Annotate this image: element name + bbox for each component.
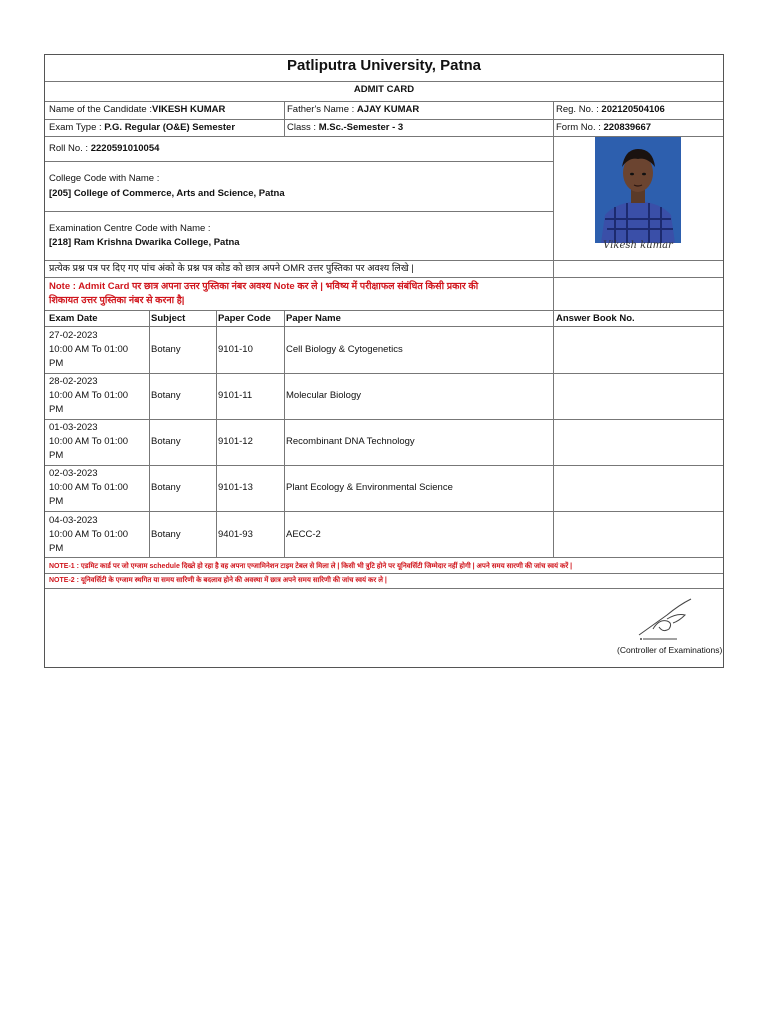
paper-name: Cell Biology & Cytogenetics bbox=[286, 344, 403, 355]
exam-time: 10:00 AM To 01:00 bbox=[49, 482, 129, 493]
class-label: Class : bbox=[287, 122, 317, 133]
divider bbox=[149, 310, 150, 557]
class-field bbox=[287, 122, 403, 134]
divider bbox=[45, 211, 553, 212]
exam-time-suffix: PM bbox=[49, 404, 64, 415]
paper-code: 9101-11 bbox=[218, 390, 253, 401]
col-header-paper: Paper Name bbox=[286, 313, 341, 324]
col-header-code: Paper Code bbox=[218, 313, 271, 324]
form-no-field bbox=[556, 122, 651, 134]
note-answer-book-line2: शिकायत उत्तर पुस्तिका नंबर से करना है| bbox=[49, 295, 185, 306]
divider bbox=[45, 260, 723, 261]
reg-no-label: Reg. No. : bbox=[556, 104, 599, 115]
divider bbox=[45, 573, 723, 574]
divider bbox=[45, 588, 723, 589]
paper-code: 9101-13 bbox=[218, 482, 253, 493]
exam-time-suffix: PM bbox=[49, 450, 64, 461]
divider bbox=[45, 161, 553, 162]
divider bbox=[45, 310, 723, 311]
father-name: AJAY KUMAR bbox=[356, 104, 420, 115]
divider bbox=[553, 310, 554, 557]
divider bbox=[45, 81, 723, 82]
roll-no-field bbox=[49, 143, 159, 155]
father-name-label: Father's Name : bbox=[287, 104, 355, 115]
centre-label: Examination Centre Code with Name : bbox=[49, 223, 211, 234]
centre-name: [218] Ram Krishna Dwarika College, Patna bbox=[49, 237, 240, 248]
roll-no-label: Roll No. : bbox=[49, 143, 89, 154]
roll-no: 2220591010054 bbox=[90, 143, 160, 154]
paper-code: 9101-10 bbox=[218, 344, 253, 355]
exam-date: 01-03-2023 bbox=[49, 422, 98, 433]
omr-instruction: प्रत्येक प्रश्न पत्र पर दिए गए पांच अंको के प्रश्न पत्र कोड को छात्र अपने OMR उत्तर पुस्तिका पर अवश्य लिखे | bbox=[49, 263, 414, 274]
subject: Botany bbox=[151, 344, 181, 355]
exam-time: 10:00 AM To 01:00 bbox=[49, 436, 129, 447]
exam-time-suffix: PM bbox=[49, 496, 64, 507]
paper-code: 9401-93 bbox=[218, 529, 253, 540]
note-1: NOTE-1 : एडमिट कार्ड पर जो एग्जाम schedule दिख्ते हो रहा है वह अपना एग्जामिनेशन टाइम टेबल से मिला ले | किसी भी त्रुटि होने पर यूनिवर्सिटी जिम्मेदार नहीं होगी | अपने समय सारणी की जांच स्वयं करें | bbox=[49, 563, 573, 570]
subject: Botany bbox=[151, 529, 181, 540]
college-name: [205] College of Commerce, Arts and Science, Patna bbox=[49, 188, 285, 199]
reg-no: 202120504106 bbox=[601, 104, 665, 115]
divider bbox=[553, 101, 554, 136]
paper-name: Plant Ecology & Environmental Science bbox=[286, 482, 453, 493]
divider bbox=[45, 557, 723, 558]
exam-time: 10:00 AM To 01:00 bbox=[49, 390, 129, 401]
divider bbox=[45, 373, 723, 374]
exam-type: P.G. Regular (O&E) Semester bbox=[104, 122, 236, 133]
paper-code: 9101-12 bbox=[218, 436, 253, 447]
university-title: Patliputra University, Patna bbox=[287, 57, 481, 74]
exam-time-suffix: PM bbox=[49, 358, 64, 369]
class-value: M.Sc.-Semester - 3 bbox=[318, 122, 404, 133]
col-header-subject: Subject bbox=[151, 313, 186, 324]
exam-date: 04-03-2023 bbox=[49, 515, 98, 526]
divider bbox=[45, 119, 723, 120]
subject: Botany bbox=[151, 436, 181, 447]
subject: Botany bbox=[151, 390, 181, 401]
candidate-name: VIKESH KUMAR bbox=[151, 104, 226, 115]
admit-card bbox=[44, 54, 724, 668]
divider bbox=[553, 136, 554, 260]
exam-time: 10:00 AM To 01:00 bbox=[49, 529, 129, 540]
divider bbox=[553, 260, 554, 310]
note-answer-book-line1: Note : Admit Card पर छात्र अपना उत्तर पुस्तिका नंबर अवश्य Note कर ले | भविष्य में परीक्षाफल संबंधित किसी प्रकार की bbox=[49, 281, 479, 292]
paper-name: Recombinant DNA Technology bbox=[286, 436, 415, 447]
paper-name: Molecular Biology bbox=[286, 390, 361, 401]
divider bbox=[45, 465, 723, 466]
exam-type-label: Exam Type : bbox=[49, 122, 102, 133]
exam-date: 02-03-2023 bbox=[49, 468, 98, 479]
divider bbox=[45, 511, 723, 512]
controller-of-examinations: (Controller of Examinations) bbox=[617, 645, 723, 655]
exam-type-field bbox=[49, 122, 235, 134]
form-no-label: Form No. : bbox=[556, 122, 601, 133]
divider bbox=[216, 310, 217, 557]
candidate-signature: Vikesh kumar bbox=[603, 240, 673, 251]
exam-time-suffix: PM bbox=[49, 543, 64, 554]
admit-card-heading: ADMIT CARD bbox=[353, 84, 415, 95]
college-label: College Code with Name : bbox=[49, 173, 160, 184]
exam-date: 27-02-2023 bbox=[49, 330, 98, 341]
controller-signature-icon bbox=[633, 595, 705, 643]
candidate-photo bbox=[595, 137, 681, 243]
note-2: NOTE-2 : यूनिवर्सिटी के एग्जाम स्थगित या समय सारिणी के बदलाव होने की अवस्था में छात्र अपने समय सारिणी की जांच स्वयं कर ले | bbox=[49, 577, 387, 584]
divider bbox=[284, 101, 285, 136]
col-header-date: Exam Date bbox=[49, 313, 98, 324]
divider bbox=[45, 419, 723, 420]
subject: Botany bbox=[151, 482, 181, 493]
exam-date: 28-02-2023 bbox=[49, 376, 98, 387]
reg-no-field bbox=[556, 104, 665, 116]
divider bbox=[45, 326, 723, 327]
father-name-field bbox=[287, 104, 419, 116]
form-no: 220839667 bbox=[603, 122, 652, 133]
exam-time: 10:00 AM To 01:00 bbox=[49, 344, 129, 355]
col-header-answer-book: Answer Book No. bbox=[556, 313, 635, 324]
divider bbox=[45, 101, 723, 102]
paper-name: AECC-2 bbox=[286, 529, 321, 540]
divider bbox=[284, 310, 285, 557]
candidate-name-field bbox=[49, 104, 225, 116]
divider bbox=[45, 277, 723, 278]
candidate-name-label: Name of the Candidate : bbox=[49, 104, 152, 115]
person-photo-icon bbox=[595, 137, 681, 243]
